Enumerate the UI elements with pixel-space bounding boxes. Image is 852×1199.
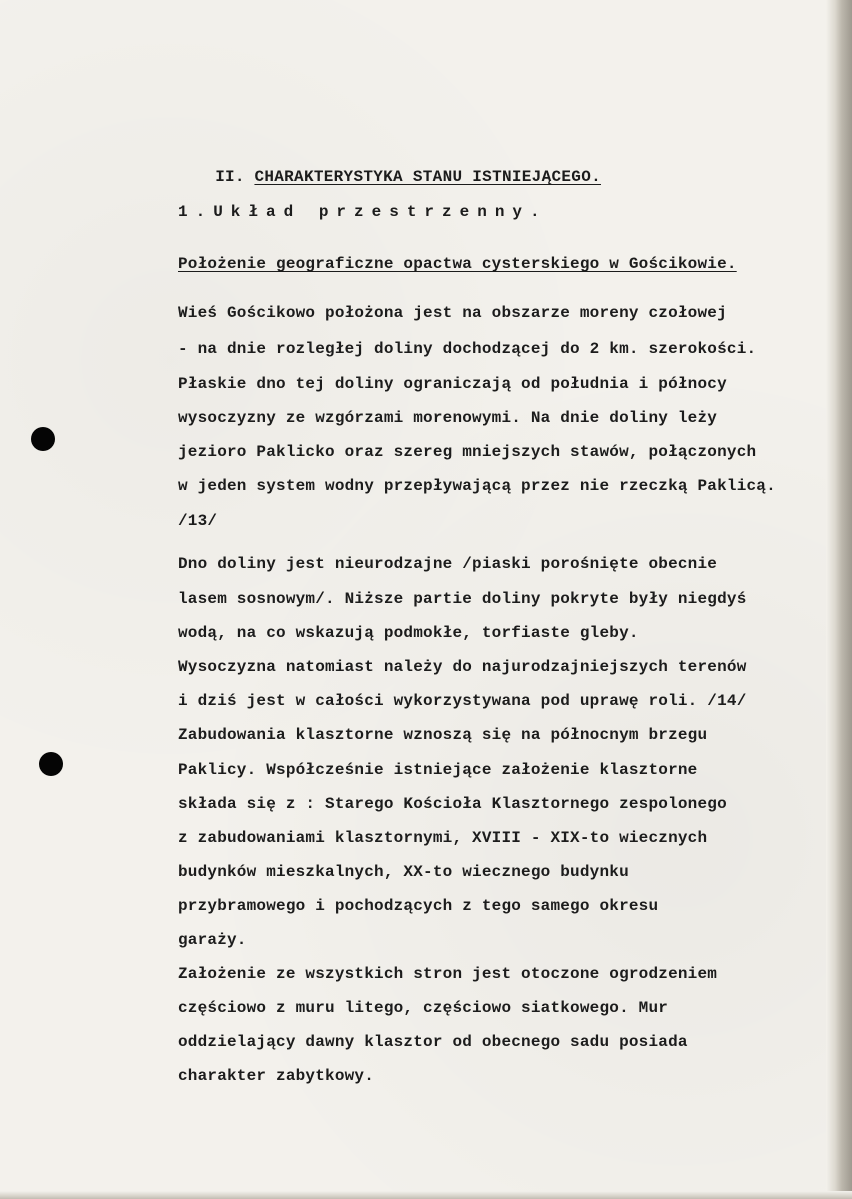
page-edge-shadow bbox=[826, 0, 852, 1199]
paragraph-line: w jeden system wodny przepływającą przez nie rzeczką Paklicą. bbox=[178, 477, 776, 495]
topic-heading: Położenie geograficzne opactwa cysterskiego w Gościkowie. bbox=[178, 255, 737, 273]
paragraph-line: wysoczyzny ze wzgórzami morenowymi. Na dnie doliny leży bbox=[178, 409, 718, 427]
section-heading bbox=[176, 150, 601, 204]
punch-hole-bottom bbox=[39, 752, 63, 776]
paragraph-line: Zabudowania klasztorne wznoszą się na północnym brzegu bbox=[178, 726, 708, 744]
page-bottom-edge bbox=[0, 1191, 852, 1199]
subsection-heading: 1.Układ przestrzenny. bbox=[178, 203, 548, 221]
footnote-ref: /13/ bbox=[178, 512, 218, 530]
paragraph-line: oddzielający dawny klasztor od obecnego sadu posiada bbox=[178, 1033, 688, 1051]
paragraph-line: Dno doliny jest nieurodzajne /piaski porośnięte obecnie bbox=[178, 555, 718, 573]
paragraph-line: budynków mieszkalnych, XX-to wiecznego budynku bbox=[178, 863, 629, 881]
paragraph-line: częściowo z muru litego, częściowo siatkowego. Mur bbox=[178, 999, 669, 1017]
paragraph-line: Wysoczyzna natomiast należy do najurodzajniejszych terenów bbox=[178, 658, 747, 676]
section-number: II. bbox=[215, 168, 245, 186]
paragraph-line: lasem sosnowym/. Niższe partie doliny pokryte były niegdyś bbox=[178, 590, 747, 608]
paragraph-line: z zabudowaniami klasztornymi, XVIII - XIX-to wiecznych bbox=[178, 829, 708, 847]
paragraph-line: Paklicy. Współcześnie istniejące założenie klasztorne bbox=[178, 761, 698, 779]
paragraph-line: składa się z : Starego Kościoła Klasztornego zespolonego bbox=[178, 795, 727, 813]
paragraph-line: jezioro Paklicko oraz szereg mniejszych stawów, połączonych bbox=[178, 443, 757, 461]
punch-hole-top bbox=[31, 427, 55, 451]
paragraph-line: - na dnie rozległej doliny dochodzącej do 2 km. szerokości. bbox=[178, 340, 757, 358]
paragraph-line: przybramowego i pochodzących z tego samego okresu bbox=[178, 897, 659, 915]
paragraph-line: wodą, na co wskazują podmokłe, torfiaste gleby. bbox=[178, 624, 639, 642]
paragraph-line: Wieś Gościkowo położona jest na obszarze moreny czołowej bbox=[178, 304, 727, 322]
paragraph-line: Założenie ze wszystkich stron jest otoczone ogrodzeniem bbox=[178, 965, 718, 983]
section-title: CHARAKTERYSTYKA STANU ISTNIEJĄCEGO. bbox=[254, 168, 601, 186]
paragraph-line: i dziś jest w całości wykorzystywana pod uprawę roli. /14/ bbox=[178, 692, 747, 710]
paragraph-line: charakter zabytkowy. bbox=[178, 1067, 375, 1085]
paragraph-line: garaży. bbox=[178, 931, 247, 949]
paragraph-line: Płaskie dno tej doliny ograniczają od południa i północy bbox=[178, 375, 727, 393]
